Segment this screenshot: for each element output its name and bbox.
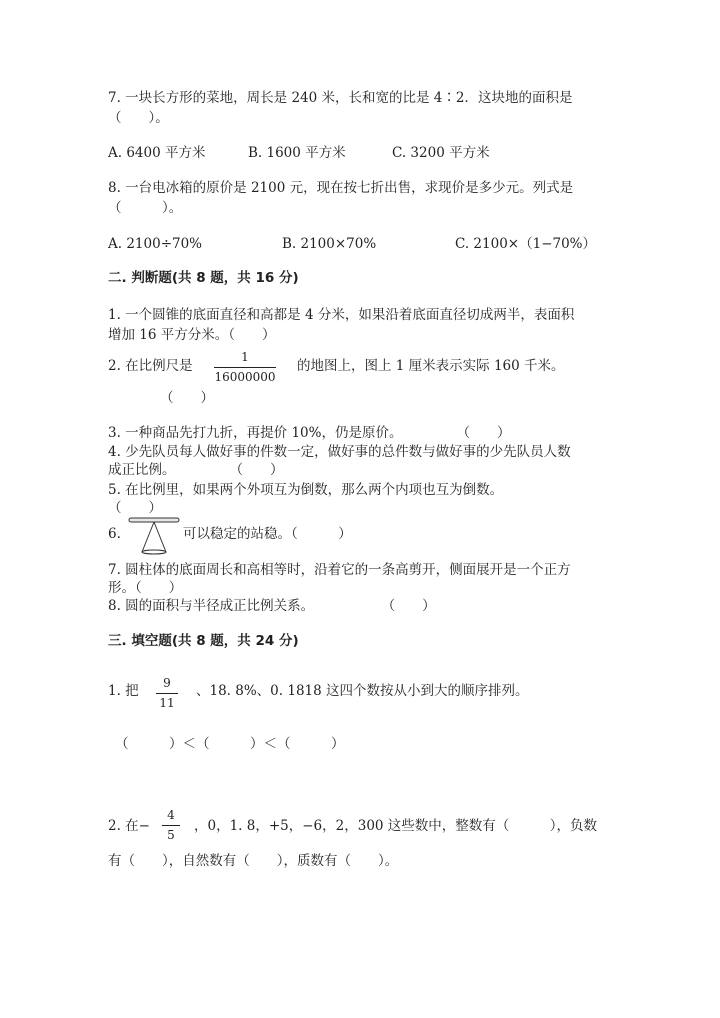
judge-q5-blank: （ ） — [108, 500, 162, 516]
scale-fraction-denominator: 16000000 — [214, 370, 276, 384]
fill-q2-prefix: 2. 在− — [108, 818, 150, 834]
judge-q3-text: 3. 一种商品先打九折，再提价 10%，仍是原价。 （ ） — [108, 425, 511, 441]
judge-q2-prefix: 2. 在比例尺是 — [108, 358, 193, 374]
question-7-text: 7. 一块长方形的菜地，周长是 240 米，长和宽的比是 4∶2．这块地的面积是 — [108, 90, 573, 106]
judge-q2-suffix: 的地图上，图上 1 厘米表示实际 160 千米。 — [297, 358, 565, 374]
fraction-numerator: 9 — [163, 676, 171, 690]
question-7-option-a: A. 6400 平方米 — [108, 145, 206, 161]
question-8-blank: （ ）。 — [108, 200, 183, 216]
judge-q4-text: 4. 少先队员每人做好事的件数一定，做好事的总件数与做好事的少先队员人数 — [108, 444, 571, 460]
question-7-blank: （ ）。 — [108, 110, 169, 126]
section-3-title: 三. 填空题(共 8 题，共 24 分) — [108, 633, 299, 649]
fill-q2-suffix: ，0，1. 8，+5，−6，2，300 这些数中，整数有（ ），负数 — [194, 818, 598, 834]
fraction-bar — [162, 825, 180, 826]
fraction-bar — [156, 693, 178, 694]
judge-q6-prefix: 6. — [108, 526, 121, 542]
judge-q1-text-cont: 增加 16 平方分米。（ ） — [108, 327, 276, 343]
question-8-option-a: A. 2100÷70% — [108, 236, 203, 252]
fraction-bar — [214, 367, 276, 368]
section-2-title: 二. 判断题(共 8 题，共 16 分) — [108, 270, 299, 286]
judge-q4-text-cont: 成正比例。 （ ） — [108, 462, 284, 478]
fill-q1-prefix: 1. 把 — [108, 683, 139, 699]
scale-fraction-numerator: 1 — [241, 350, 249, 364]
fraction-9-11 — [156, 676, 178, 711]
judge-q6-suffix: 可以稳定的站稳。（ ） — [183, 526, 352, 542]
fill-q2-text-cont: 有（ ），自然数有（ ），质数有（ ）。 — [108, 853, 399, 869]
fraction-4-5 — [162, 808, 180, 843]
judge-q5-text: 5. 在比例里，如果两个外项互为倒数，那么两个内项也互为倒数。 — [108, 482, 504, 498]
question-7-option-c: C. 3200 平方米 — [392, 145, 490, 161]
question-8-option-b: B. 2100×70% — [282, 236, 377, 252]
fraction-denominator: 11 — [159, 696, 175, 710]
question-8-text: 8. 一台电冰箱的原价是 2100 元，现在按七折出售，求现价是多少元。列式是 — [108, 180, 574, 196]
fraction-denominator: 5 — [167, 828, 175, 842]
question-7-option-b: B. 1600 平方米 — [248, 145, 346, 161]
fraction-numerator: 4 — [167, 808, 175, 822]
judge-q2-blank: （ ） — [160, 390, 214, 406]
scale-fraction — [214, 350, 276, 385]
judge-q7-text-cont: 形。（ ） — [108, 580, 183, 596]
fill-q1-suffix: 、18. 8%、0. 1818 这四个数按从小到大的顺序排列。 — [196, 683, 529, 699]
fill-q1-blanks: （ ）＜（ ）＜（ ） — [115, 736, 345, 752]
judge-q1-text: 1. 一个圆锥的底面直径和高都是 4 分米，如果沿着底面直径切成两半，表面积 — [108, 307, 575, 323]
cone-stool-icon — [128, 516, 180, 556]
question-8-option-c: C. 2100×（1−70%） — [455, 236, 597, 252]
judge-q8-text: 8. 圆的面积与半径成正比例关系。 （ ） — [108, 598, 436, 614]
judge-q7-text: 7. 圆柱体的底面周长和高相等时，沿着它的一条高剪开，侧面展开是一个正方 — [108, 562, 571, 578]
